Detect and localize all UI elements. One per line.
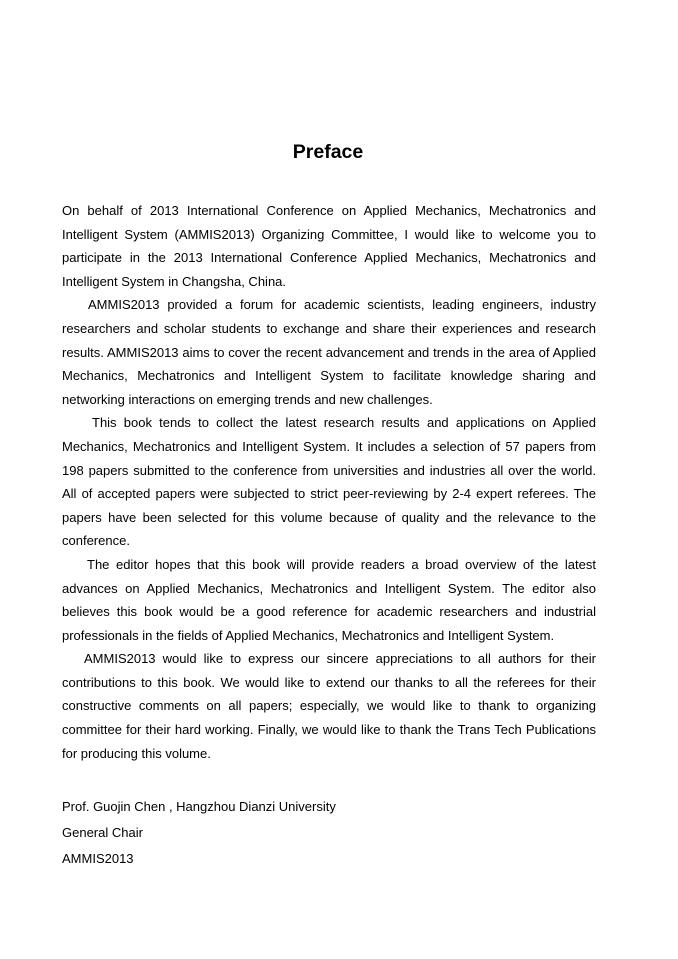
preface-body <box>62 199 596 765</box>
page-title: Preface <box>292 141 364 163</box>
signature-block <box>62 794 596 872</box>
paragraph-acknowledgements: AMMIS2013 would like to express our sincere appreciations to all authors for their contributions to this book. We would like to extend our thanks to all the referees for their constructive comments on all papers; especially, we would like to thank to organizing committee for their hard working. Finally, we would like to thank the Trans Tech Publications for producing this volume. <box>62 651 596 761</box>
paragraph-welcome: On behalf of 2013 International Conference on Applied Mechanics, Mechatronics and Intelligent System (AMMIS2013) Organizing Committee, I would like to welcome you to participate in the 2013 International Conference Applied Mechanics, Mechatronics and Intelligent System in Changsha, China. <box>62 203 596 289</box>
signature-organization: AMMIS2013 <box>62 851 134 866</box>
signature-name: Prof. Guojin Chen , Hangzhou Dianzi University <box>62 799 336 814</box>
paragraph-forum: AMMIS2013 provided a forum for academic scientists, leading engineers, industry researchers and scholar students to exchange and share their experiences and research results. AMMIS2013 aims to cover the recent advancement and trends in the area of Applied Mechanics, Mechatronics and Intelligent System to facilitate knowledge sharing and networking interactions on emerging trends and new challenges. <box>62 297 596 407</box>
paragraph-book-scope: This book tends to collect the latest research results and applications on Applied Mechanics, Mechatronics and Intelligent System. It includes a selection of 57 papers from 198 papers submitted to the conference from universities and industries all over the world. All of accepted papers were subjected to strict peer-reviewing by 2-4 expert referees. The papers have been selected for this volume because of quality and the relevance to the conference. <box>62 415 596 549</box>
paragraph-editor-hopes: The editor hopes that this book will provide readers a broad overview of the latest advances on Applied Mechanics, Mechatronics and Intelligent System. The editor also believes this book would be a good reference for academic researchers and industrial professionals in the fields of Applied Mechanics, Mechatronics and Intelligent System. <box>62 556 596 643</box>
signature-role: General Chair <box>62 825 143 840</box>
